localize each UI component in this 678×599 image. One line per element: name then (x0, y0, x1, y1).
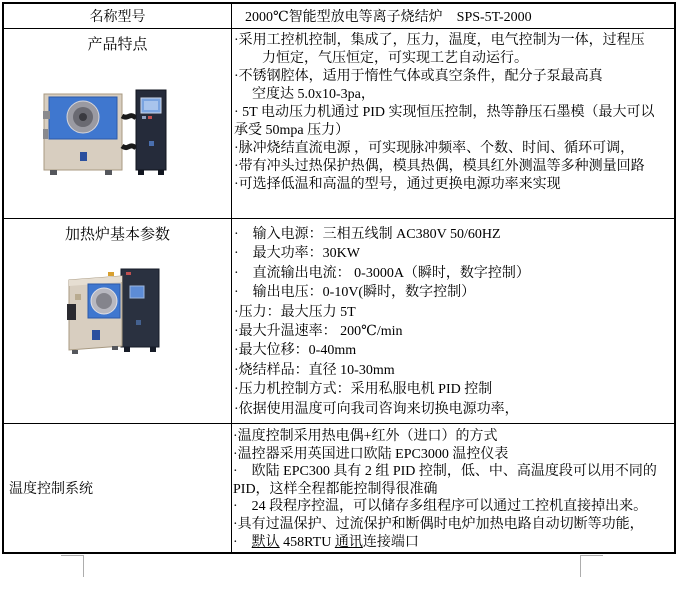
spec-line: ·依据使用温度可向我司咨询来切换电源功率， (234, 401, 519, 417)
spec-line: · 输入电源：三相五线制 AC380V 50/60HZ (234, 227, 501, 242)
equipment-photo-angle (66, 268, 166, 354)
control-cabinet (121, 269, 159, 347)
spec-line: · 直流输出电流： 0-3000A（瞬时，数字控制） (234, 265, 530, 281)
spec-line: 承受 50mpa 压力） (234, 123, 350, 138)
spec-line: · 默认 458RTU 通讯连接端口 (233, 534, 419, 550)
power-hose-upper (122, 116, 136, 118)
spec-line: ·可选择低温和高温的型号，通过更换电源功率来实现 (234, 177, 561, 192)
spec-line: ·带有冲头过热保护热偶，模具热偶，模具红外测温等多种测量回路 (234, 159, 645, 174)
model-name-value: 2000℃智能型放电等离子烧结炉 SPS-5T-2000 (245, 10, 532, 25)
equipment-photo-front (43, 89, 169, 181)
text-boundary-mark-left (61, 555, 84, 577)
temp-control-cell (231, 423, 674, 552)
furnace-chamber (96, 293, 112, 309)
temp-control-header-cell (4, 423, 231, 552)
spec-line: ·烧结样品：直径 10-30mm (234, 362, 395, 378)
spec-line: ·压力机控制方式：采用私服电机 PID 控制 (234, 382, 493, 398)
furnace-logo-badge (80, 152, 87, 161)
spec-line: 力恒定，气压恒定，可实现工艺自动运行。 (262, 51, 528, 66)
spec-line: · 5T 电动压力机通过 PID 实现恒压控制，热等静压石墨模（最大可以 (234, 105, 655, 120)
spec-line: ·最大升温速率： 200℃/min (234, 324, 403, 340)
spec-line: ·温度控制采用热电偶+红外（进口）的方式 (233, 429, 498, 444)
spec-line: ·脉冲烧结直流电源 ，可实现脉冲频率、个数、时间、循环可调， (234, 141, 635, 156)
spec-line: · 欧陆 EPC300 具有 2 组 PID 控制，低、中、高温度段可以用不同的 (233, 464, 657, 480)
power-hose-lower (122, 146, 136, 148)
spec-line: ·采用工控机控制，集成了，压力，温度，电气控制为一体，过程压 (234, 33, 645, 48)
temp-control-header: 温度控制系统 (9, 482, 93, 497)
furnace-door-knob (67, 304, 76, 320)
spec-line: ·最大位移：0-40mm (234, 343, 357, 359)
spec-line: ·不锈钢腔体，适用于惰性气体或真空条件，配分子泵最高真 (234, 69, 603, 84)
furnace-params-cell (231, 218, 674, 423)
cabinet-screen (130, 286, 144, 298)
text-boundary-mark-right (580, 555, 603, 577)
spec-table (2, 2, 676, 554)
product-features-cell (231, 28, 674, 218)
product-features-header-cell (4, 28, 231, 218)
spec-line: 空度达 5.0x10-3pa， (252, 87, 375, 102)
model-name-header: 名称型号 (89, 10, 146, 25)
furnace-params-header: 加热炉基本参数 (64, 227, 170, 243)
spec-line: ·具有过温保护、过流保护和断偶时电炉加热电路自动切断等功能， (233, 516, 644, 532)
spec-line: ·压力：最大压力 5T (234, 304, 356, 320)
spec-line: · 24 段程序控温，可以储存多组程序可以通过工控机直接掉出来。 (233, 499, 648, 515)
furnace-params-header-cell (4, 218, 231, 423)
furnace-side-fitting (43, 111, 50, 119)
spec-line: ·温控器采用英国进口欧陆 EPC3000 温控仪表 (233, 446, 509, 462)
product-features-header: 产品特点 (87, 37, 148, 53)
model-name-header-cell (4, 4, 231, 28)
spec-line: PID，这样全程都能控制得很准确 (233, 481, 438, 497)
furnace-logo-badge (92, 330, 100, 340)
model-name-value-cell (231, 4, 674, 28)
spec-line: · 输出电压：0-10V(瞬时，数字控制） (234, 285, 476, 301)
spec-line: · 最大功率：30KW (234, 246, 360, 262)
